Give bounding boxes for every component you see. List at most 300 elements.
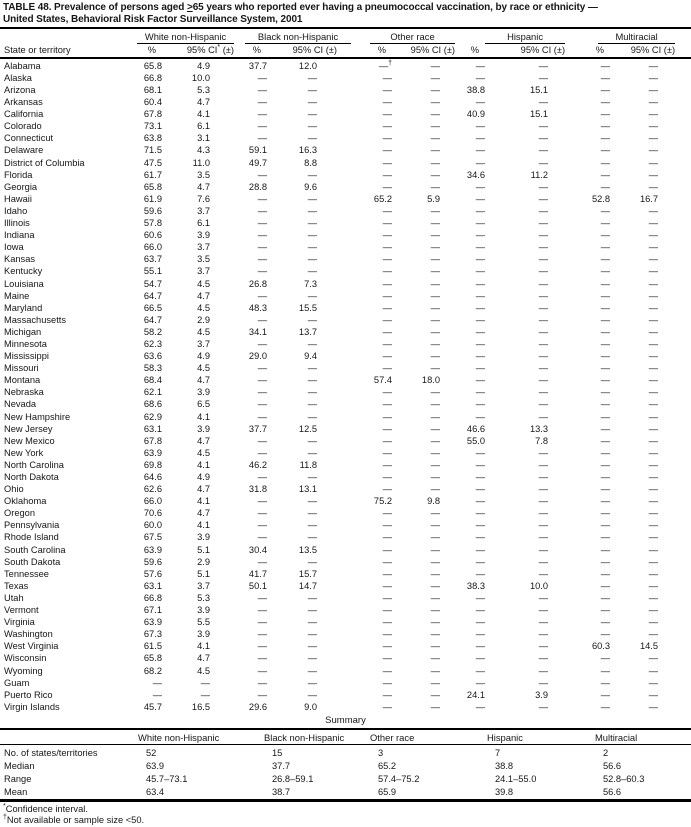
value-cell: — <box>257 109 268 120</box>
value-cell: 59.6 <box>143 205 162 216</box>
value-cell: — <box>257 375 268 386</box>
table-row <box>0 169 691 181</box>
table-row <box>0 665 691 677</box>
value-cell: — <box>538 242 549 253</box>
value-cell: 63.9 <box>143 447 162 458</box>
value-cell: — <box>257 447 268 458</box>
value-cell: 67.8 <box>143 109 162 120</box>
value-cell: 60.3 <box>591 641 611 652</box>
value-cell: — <box>600 266 611 277</box>
value-cell: — <box>600 121 611 132</box>
table-row <box>0 471 691 483</box>
value-cell: — <box>430 302 441 313</box>
value-cell: — <box>430 133 441 144</box>
table-row <box>0 568 691 580</box>
value-cell: — <box>430 242 441 253</box>
value-cell: — <box>648 665 659 676</box>
value-cell: 64.7 <box>143 290 162 301</box>
value-cell: — <box>430 314 441 325</box>
value-cell: 4.7 <box>197 375 211 386</box>
state-rows <box>0 58 691 713</box>
table-row <box>0 193 691 205</box>
value-cell: — <box>430 109 441 120</box>
value-cell: 11.2 <box>530 169 549 180</box>
value-cell: 9.6 <box>304 181 318 192</box>
value-cell: — <box>382 254 393 265</box>
greater-equal-symbol: > <box>186 2 193 13</box>
value-cell: 61.5 <box>143 641 162 652</box>
table-row <box>0 84 691 96</box>
table-row <box>0 350 691 362</box>
state-cell: South Carolina <box>4 544 66 555</box>
value-cell: — <box>257 617 268 628</box>
value-cell: — <box>538 544 549 555</box>
value-cell: — <box>382 484 393 495</box>
value-cell: — <box>475 205 486 216</box>
state-cell: Iowa <box>4 242 24 253</box>
summary-value: 15 <box>272 748 283 759</box>
table-row <box>0 241 691 253</box>
value-cell: — <box>307 109 318 120</box>
value-cell: — <box>648 363 659 374</box>
value-cell: — <box>475 157 486 168</box>
value-cell: 4.1 <box>197 411 211 422</box>
summary-value: 26.8–59.1 <box>272 773 314 784</box>
table-row <box>0 338 691 350</box>
value-cell: — <box>430 218 441 229</box>
value-cell: — <box>382 580 393 591</box>
value-cell: — <box>307 411 318 422</box>
value-cell: — <box>538 193 549 204</box>
value-cell: — <box>382 592 393 603</box>
value-cell: 59.6 <box>143 556 162 567</box>
value-cell: — <box>257 411 268 422</box>
value-cell: 4.7 <box>197 181 211 192</box>
value-cell: — <box>538 302 549 313</box>
value-cell: — <box>307 169 318 180</box>
value-cell: — <box>475 701 486 712</box>
value-cell: 13.3 <box>529 423 549 434</box>
value-cell: — <box>382 133 393 144</box>
value-cell: — <box>475 254 486 265</box>
value-cell: 57.4 <box>373 375 393 386</box>
value-cell: — <box>307 121 318 132</box>
value-cell: — <box>307 520 318 531</box>
pct-header-black: % <box>234 44 267 58</box>
state-cell: Oklahoma <box>4 496 47 507</box>
value-cell: 3.9 <box>197 605 211 616</box>
value-cell: — <box>430 363 441 374</box>
state-cell: Alabama <box>4 60 41 71</box>
table-row <box>0 265 691 277</box>
value-cell: 3.7 <box>197 580 211 591</box>
value-cell: — <box>475 472 486 482</box>
table-row <box>0 544 691 556</box>
value-cell: 4.5 <box>197 447 211 458</box>
value-cell: 4.7 <box>197 653 211 664</box>
state-cell: Guam <box>4 677 30 688</box>
value-cell: — <box>600 254 611 265</box>
value-cell: 62.6 <box>143 484 162 495</box>
value-cell: — <box>475 641 486 652</box>
value-cell: — <box>382 326 393 337</box>
table-row <box>0 604 691 616</box>
table-row <box>0 411 691 423</box>
value-cell: — <box>475 290 486 301</box>
value-cell: —† <box>378 59 393 71</box>
summary-value: 52 <box>146 748 157 759</box>
value-cell: — <box>538 447 549 458</box>
value-cell: 3.7 <box>197 266 211 277</box>
summary-value: 63.4 <box>146 786 165 797</box>
value-cell: — <box>475 218 486 229</box>
value-cell: — <box>600 109 611 120</box>
value-cell: 46.6 <box>466 423 486 434</box>
table-row <box>0 386 691 398</box>
state-cell: New Hampshire <box>4 411 71 422</box>
summary-value: 39.8 <box>495 786 514 797</box>
table-row <box>0 640 691 652</box>
value-cell: — <box>648 544 659 555</box>
value-cell: — <box>600 338 611 349</box>
value-cell: 29.0 <box>248 351 268 362</box>
state-cell: Wyoming <box>4 665 43 676</box>
value-cell: — <box>382 617 393 628</box>
summary-label: No. of states/territories <box>4 748 98 759</box>
value-cell: — <box>257 193 268 204</box>
value-cell: — <box>257 532 268 543</box>
value-cell: — <box>307 72 318 83</box>
value-cell: — <box>382 266 393 277</box>
summary-value: 57.4–75.2 <box>378 773 420 784</box>
value-cell: — <box>257 266 268 277</box>
value-cell: — <box>382 399 393 410</box>
value-cell: — <box>648 472 659 482</box>
value-cell: — <box>475 592 486 603</box>
value-cell: — <box>648 133 659 144</box>
value-cell: — <box>475 375 486 386</box>
summary-col-multiracial: Multiracial <box>593 730 691 745</box>
value-cell: — <box>382 387 393 398</box>
value-cell: — <box>648 242 659 253</box>
value-cell: 64.6 <box>143 472 162 482</box>
value-cell: 63.6 <box>143 351 162 362</box>
value-cell: — <box>152 677 162 688</box>
summary-value: 24.1–55.0 <box>495 773 537 784</box>
state-column-spacer <box>0 29 137 44</box>
value-cell: — <box>538 145 549 156</box>
value-cell: 63.9 <box>143 617 162 628</box>
value-cell: 11.0 <box>192 157 211 168</box>
value-cell: 15.7 <box>298 568 318 579</box>
state-cell: Alaska <box>4 72 32 83</box>
value-cell: — <box>257 399 268 410</box>
table-row <box>0 495 691 507</box>
value-cell: — <box>257 363 268 374</box>
summary-value: 45.7–73.1 <box>146 773 188 784</box>
value-cell: 65.8 <box>143 60 162 71</box>
value-cell: — <box>430 472 441 482</box>
value-cell: 45.7 <box>143 701 162 712</box>
value-cell: — <box>307 266 318 277</box>
value-cell: 13.5 <box>298 544 318 555</box>
value-cell: — <box>430 145 441 156</box>
value-cell: — <box>475 447 486 458</box>
value-cell: — <box>257 205 268 216</box>
value-cell: — <box>538 375 549 386</box>
value-cell: 68.4 <box>143 375 162 386</box>
state-column-header: State or territory <box>0 44 137 58</box>
value-cell: 31.8 <box>248 484 268 495</box>
value-cell: — <box>430 290 441 301</box>
pct-header-other: % <box>351 44 392 58</box>
value-cell: — <box>648 520 659 531</box>
value-cell: — <box>600 423 611 434</box>
value-cell: 60.6 <box>143 230 162 241</box>
value-cell: — <box>307 665 318 676</box>
pct-header-hispanic: % <box>455 44 485 58</box>
value-cell: — <box>648 85 659 95</box>
value-cell: 18.0 <box>421 375 441 386</box>
value-cell: — <box>307 338 318 349</box>
value-cell: — <box>475 532 486 543</box>
value-cell: — <box>257 496 268 507</box>
value-cell: — <box>648 278 659 289</box>
state-cell: New York <box>4 447 44 458</box>
table-row <box>0 616 691 628</box>
value-cell: — <box>538 629 549 640</box>
value-cell: — <box>152 689 162 700</box>
value-cell: 4.1 <box>197 459 211 470</box>
value-cell: — <box>430 677 441 688</box>
value-cell: 2.9 <box>197 314 211 325</box>
value-cell: — <box>648 617 659 628</box>
value-cell: — <box>600 472 611 482</box>
value-cell: — <box>430 641 441 652</box>
value-cell: — <box>648 435 659 446</box>
value-cell: 5.3 <box>197 85 211 95</box>
value-cell: — <box>475 133 486 144</box>
value-cell: 69.8 <box>143 459 162 470</box>
summary-header <box>0 730 691 745</box>
summary-value: 3 <box>378 748 384 759</box>
value-cell: — <box>538 363 549 374</box>
value-cell: — <box>430 326 441 337</box>
value-cell: — <box>538 218 549 229</box>
value-cell: — <box>538 254 549 265</box>
value-cell: 4.7 <box>197 508 211 519</box>
value-cell: — <box>382 520 393 531</box>
value-cell: — <box>538 605 549 616</box>
value-cell: — <box>430 351 441 362</box>
value-cell: — <box>382 689 393 700</box>
value-cell: — <box>475 181 486 192</box>
value-cell: — <box>382 447 393 458</box>
value-cell: — <box>430 629 441 640</box>
value-cell: 5.1 <box>197 568 211 579</box>
value-cell: — <box>257 689 268 700</box>
value-cell: 57.8 <box>143 218 162 229</box>
value-cell: — <box>382 459 393 470</box>
value-cell: — <box>430 459 441 470</box>
value-cell: — <box>648 375 659 386</box>
value-cell: — <box>307 193 318 204</box>
value-cell: 14.5 <box>639 641 659 652</box>
value-cell: — <box>600 532 611 543</box>
summary-row <box>0 745 691 760</box>
state-cell: Indiana <box>4 230 35 241</box>
value-cell: — <box>430 508 441 519</box>
value-cell: — <box>475 544 486 555</box>
value-cell: 34.1 <box>248 326 268 337</box>
value-cell: — <box>538 617 549 628</box>
value-cell: 67.8 <box>143 435 162 446</box>
state-cell: Nebraska <box>4 387 44 398</box>
value-cell: 3.1 <box>197 133 211 144</box>
value-cell: — <box>430 169 441 180</box>
summary-row <box>0 760 691 773</box>
summary-row <box>0 786 691 799</box>
value-cell: — <box>257 242 268 253</box>
value-cell: — <box>382 205 393 216</box>
value-cell: 61.7 <box>143 169 162 180</box>
value-cell: — <box>600 363 611 374</box>
value-cell: — <box>307 641 318 652</box>
value-cell: — <box>538 677 549 688</box>
value-cell: 6.1 <box>197 121 211 132</box>
value-cell: 60.4 <box>143 97 162 108</box>
value-cell: — <box>307 290 318 301</box>
value-cell: — <box>648 205 659 216</box>
value-cell: — <box>475 278 486 289</box>
value-cell: — <box>648 254 659 265</box>
value-cell: — <box>307 556 318 567</box>
value-cell: — <box>382 242 393 253</box>
value-cell: — <box>648 629 659 640</box>
value-cell: — <box>382 532 393 543</box>
state-cell: Florida <box>4 169 33 180</box>
footnotes <box>0 802 691 827</box>
value-cell: 60.0 <box>143 520 162 531</box>
value-cell: — <box>430 254 441 265</box>
summary-value: 56.6 <box>603 761 622 772</box>
state-cell: Nevada <box>4 399 37 410</box>
summary-value: 38.7 <box>272 786 291 797</box>
value-cell: 46.2 <box>248 459 268 470</box>
value-cell: 16.3 <box>298 145 318 156</box>
value-cell: — <box>307 97 318 108</box>
value-cell: — <box>538 484 549 495</box>
value-cell: — <box>307 653 318 664</box>
value-cell: — <box>475 411 486 422</box>
value-cell: — <box>430 85 441 95</box>
value-cell: — <box>430 544 441 555</box>
state-cell: Illinois <box>4 218 30 229</box>
summary-title: Summary <box>325 714 366 726</box>
value-cell: — <box>648 653 659 664</box>
value-cell: 63.1 <box>143 423 162 434</box>
value-cell: 65.8 <box>143 653 162 664</box>
value-cell: — <box>307 435 318 446</box>
value-cell: — <box>600 447 611 458</box>
value-cell: — <box>475 266 486 277</box>
value-cell: — <box>430 230 441 241</box>
value-cell: 13.7 <box>298 326 318 337</box>
table-row <box>0 519 691 531</box>
table-row <box>0 628 691 640</box>
state-cell: Louisiana <box>4 278 44 289</box>
value-cell: 64.7 <box>143 314 162 325</box>
value-cell: — <box>648 145 659 156</box>
value-cell: — <box>307 375 318 386</box>
value-cell: — <box>538 314 549 325</box>
value-cell: — <box>538 157 549 168</box>
value-cell: — <box>382 508 393 519</box>
value-cell: — <box>600 351 611 362</box>
value-cell: 5.3 <box>197 592 211 603</box>
value-cell: 7.6 <box>197 193 211 204</box>
value-cell: — <box>307 218 318 229</box>
table-row <box>0 652 691 664</box>
value-cell: — <box>382 363 393 374</box>
value-cell: — <box>430 423 441 434</box>
value-cell: — <box>475 314 486 325</box>
value-cell: — <box>600 72 611 83</box>
value-cell: — <box>307 629 318 640</box>
value-cell: — <box>382 701 393 712</box>
summary-value: 65.9 <box>378 786 397 797</box>
value-cell: 63.8 <box>143 133 162 144</box>
value-cell: — <box>600 85 611 95</box>
value-cell: 4.3 <box>197 145 211 156</box>
value-cell: — <box>257 520 268 531</box>
table-row <box>0 96 691 108</box>
value-cell: 4.7 <box>197 97 211 108</box>
value-cell: 4.1 <box>197 641 211 652</box>
value-cell: — <box>538 181 549 192</box>
value-cell: — <box>307 242 318 253</box>
value-cell: — <box>648 181 659 192</box>
value-cell: — <box>307 399 318 410</box>
summary-col-white: White non-Hispanic <box>136 730 262 745</box>
value-cell: — <box>382 157 393 168</box>
table-row <box>0 290 691 302</box>
value-cell: — <box>382 435 393 446</box>
value-cell: — <box>307 447 318 458</box>
value-cell: — <box>600 375 611 386</box>
summary-col-black: Black non-Hispanic <box>262 730 368 745</box>
state-cell: Wisconsin <box>4 653 47 664</box>
value-cell: — <box>430 435 441 446</box>
value-cell: — <box>257 653 268 664</box>
value-cell: — <box>307 592 318 603</box>
value-cell: 67.3 <box>143 629 162 640</box>
value-cell: — <box>257 97 268 108</box>
table-row <box>0 205 691 217</box>
summary-label: Mean <box>4 786 28 797</box>
state-cell: West Virginia <box>4 641 59 652</box>
value-cell: — <box>307 472 318 482</box>
value-cell: — <box>307 387 318 398</box>
value-cell: — <box>430 689 441 700</box>
value-cell: — <box>430 338 441 349</box>
value-cell: 4.5 <box>197 326 211 337</box>
summary-col-hispanic: Hispanic <box>485 730 593 745</box>
value-cell: — <box>382 677 393 688</box>
state-cell: Maryland <box>4 302 43 313</box>
value-cell: 3.9 <box>197 532 211 543</box>
table-row <box>0 217 691 229</box>
